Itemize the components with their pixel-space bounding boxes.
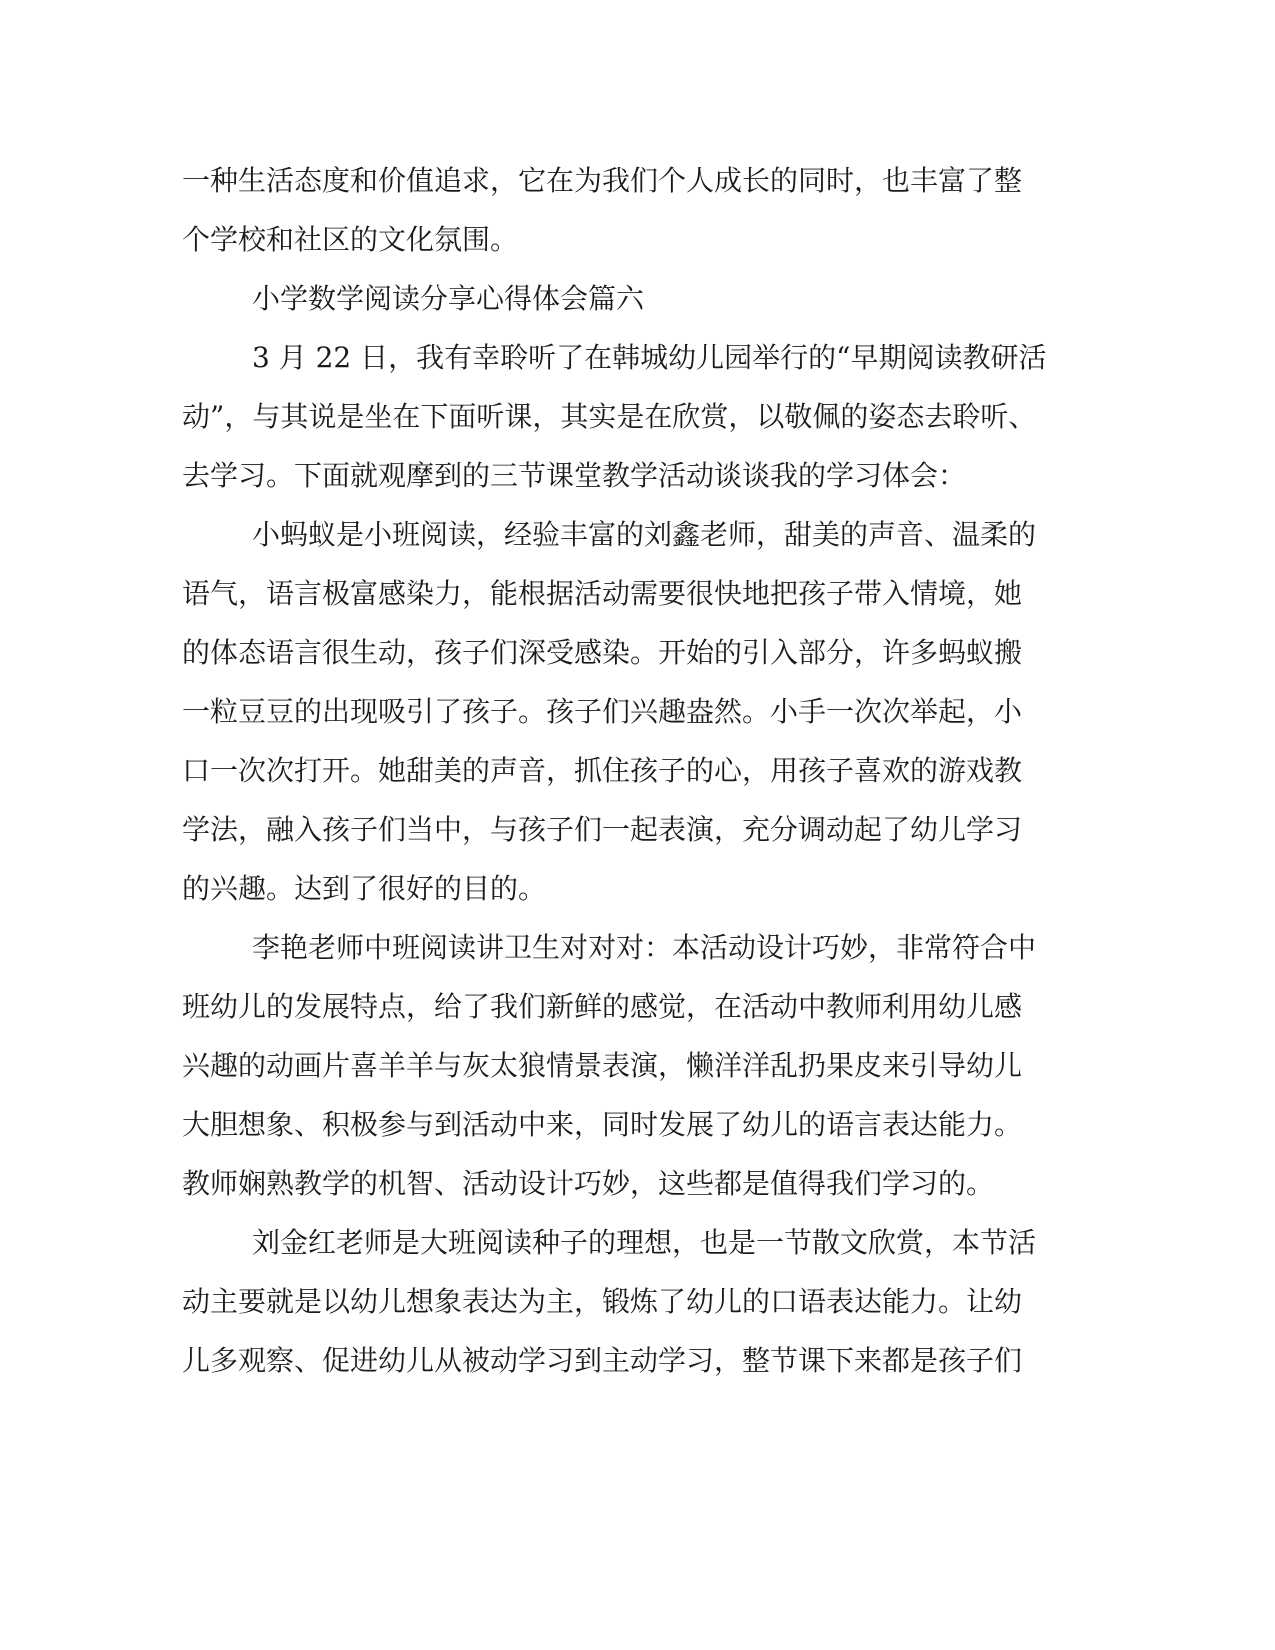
text-line: 班幼儿的发展特点，给了我们新鲜的感觉，在活动中教师利用幼儿感 (182, 990, 1023, 1023)
text-line: 动主要就是以幼儿想象表达为主，锻炼了幼儿的口语表达能力。让幼 (182, 1285, 1023, 1318)
text-line: 的兴趣。达到了很好的目的。 (182, 872, 547, 905)
text-line: 儿多观察、促进幼儿从被动学习到主动学习，整节课下来都是孩子们 (182, 1344, 1023, 1377)
text-line: 动”，与其说是坐在下面听课，其实是在欣赏，以敬佩的姿态去聆听、 (182, 400, 1037, 433)
paragraph-start: 3 月 22 日，我有幸聆听了在韩城幼儿园举行的“早期阅读教研活 (252, 341, 1047, 374)
text-line: 一粒豆豆的出现吸引了孩子。孩子们兴趣盎然。小手一次次举起，小 (182, 695, 1023, 728)
section-heading: 小学数学阅读分享心得体会篇六 (252, 282, 645, 315)
text-line: 兴趣的动画片喜羊羊与灰太狼情景表演，懒洋洋乱扔果皮来引导幼儿 (182, 1049, 1023, 1082)
text-line: 的体态语言很生动，孩子们深受感染。开始的引入部分，许多蚂蚁搬 (182, 636, 1023, 669)
paragraph-start: 刘金红老师是大班阅读种子的理想，也是一节散文欣赏，本节活 (252, 1226, 1037, 1259)
text-line: 教师娴熟教学的机智、活动设计巧妙，这些都是值得我们学习的。 (182, 1167, 995, 1200)
text-line: 学法，融入孩子们当中，与孩子们一起表演，充分调动起了幼儿学习 (182, 813, 1023, 846)
paragraph-start: 小蚂蚁是小班阅读，经验丰富的刘鑫老师，甜美的声音、温柔的 (252, 518, 1037, 551)
text-line: 口一次次打开。她甜美的声音，抓住孩子的心，用孩子喜欢的游戏教 (182, 754, 1023, 787)
paragraph-start: 李艳老师中班阅读讲卫生对对对：本活动设计巧妙，非常符合中 (252, 931, 1037, 964)
text-line: 语气，语言极富感染力，能根据活动需要很快地把孩子带入情境，她 (182, 577, 1023, 610)
text-line: 去学习。下面就观摩到的三节课堂教学活动谈谈我的学习体会： (182, 459, 967, 492)
text-line: 大胆想象、积极参与到活动中来，同时发展了幼儿的语言表达能力。 (182, 1108, 1023, 1141)
text-line: 一种生活态度和价值追求，它在为我们个人成长的同时，也丰富了整 (182, 164, 1023, 197)
text-line: 个学校和社区的文化氛围。 (182, 223, 519, 256)
